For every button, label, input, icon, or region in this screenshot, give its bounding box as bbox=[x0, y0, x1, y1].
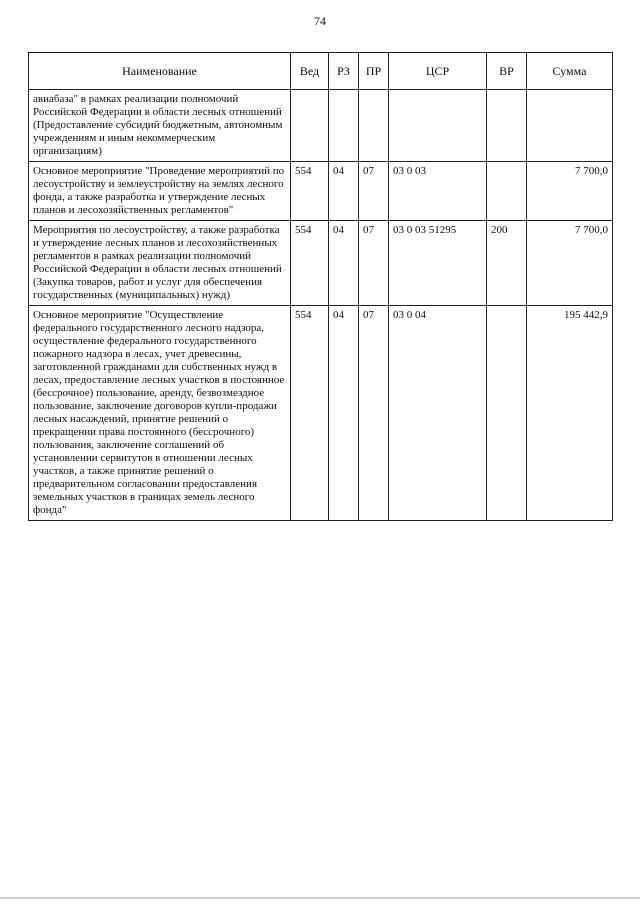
cell-csr: 03 0 03 51295 bbox=[389, 221, 487, 306]
table-row bbox=[29, 221, 613, 306]
cell-sum bbox=[527, 90, 613, 162]
cell-ved bbox=[291, 90, 329, 162]
cell-vr bbox=[487, 306, 527, 521]
cell-name: авиабаза" в рамках реализации полномочий Российской Федерации в области лесных отношений (Предоставление субсидий бюджетным, автономным учреждениям и иным некоммерческим организациям) bbox=[29, 90, 291, 162]
scan-edge-line bbox=[0, 897, 640, 899]
table-row bbox=[29, 162, 613, 221]
cell-rz: 04 bbox=[329, 221, 359, 306]
cell-pr: 07 bbox=[359, 221, 389, 306]
cell-rz: 04 bbox=[329, 306, 359, 521]
header-csr: ЦСР bbox=[389, 53, 487, 90]
cell-rz bbox=[329, 90, 359, 162]
cell-ved: 554 bbox=[291, 162, 329, 221]
table-row bbox=[29, 306, 613, 521]
budget-table-container bbox=[28, 52, 612, 872]
header-vr: ВР bbox=[487, 53, 527, 90]
header-pr: ПР bbox=[359, 53, 389, 90]
cell-sum: 195 442,9 bbox=[527, 306, 613, 521]
cell-rz: 04 bbox=[329, 162, 359, 221]
cell-name: Основное мероприятие "Проведение мероприятий по лесоустройству и землеустройству на землях лесного фонда, а также разработка и утверждение лесных планов и лесохозяйственных регламентов" bbox=[29, 162, 291, 221]
cell-pr: 07 bbox=[359, 306, 389, 521]
cell-ved: 554 bbox=[291, 306, 329, 521]
budget-table bbox=[28, 52, 613, 521]
cell-name: Мероприятия по лесоустройству, а также разработка и утверждение лесных планов и лесохозяйственных регламентов в рамках реализации полномочий Российской Федерации в области лесных отношений (Закупка товаров, работ и услуг для обеспечения государственных (муниципальных) нужд) bbox=[29, 221, 291, 306]
header-sum: Сумма bbox=[527, 53, 613, 90]
cell-csr: 03 0 04 bbox=[389, 306, 487, 521]
header-name: Наименование bbox=[29, 53, 291, 90]
cell-name: Основное мероприятие "Осуществление федерального государственного лесного надзора, осуществление федерального государственного пожарного надзора в лесах, учет древесины, заготовленной гражданами для собственных нужд в лесах, предоставление лесных участков в постоянное (бессрочное) пользование, аренду, безвозмездное пользование, заключение договоров купли-продажи лесных насаждений, принятие решений о прекращении права постоянного (бессрочного) пользования, заключение соглашений об установлении сервитутов в отношении лесных участков, а также принятие решений о предварительном согласовании предоставления земельных участков в границах земель лесного фонда" bbox=[29, 306, 291, 521]
header-rz: РЗ bbox=[329, 53, 359, 90]
cell-pr: 07 bbox=[359, 162, 389, 221]
table-row bbox=[29, 90, 613, 162]
table-header-row bbox=[29, 53, 613, 90]
cell-vr bbox=[487, 162, 527, 221]
cell-pr bbox=[359, 90, 389, 162]
cell-vr: 200 bbox=[487, 221, 527, 306]
page-number: 74 bbox=[314, 14, 326, 28]
cell-csr: 03 0 03 bbox=[389, 162, 487, 221]
cell-csr bbox=[389, 90, 487, 162]
cell-vr bbox=[487, 90, 527, 162]
cell-sum: 7 700,0 bbox=[527, 162, 613, 221]
cell-ved: 554 bbox=[291, 221, 329, 306]
cell-sum: 7 700,0 bbox=[527, 221, 613, 306]
header-ved: Вед bbox=[291, 53, 329, 90]
